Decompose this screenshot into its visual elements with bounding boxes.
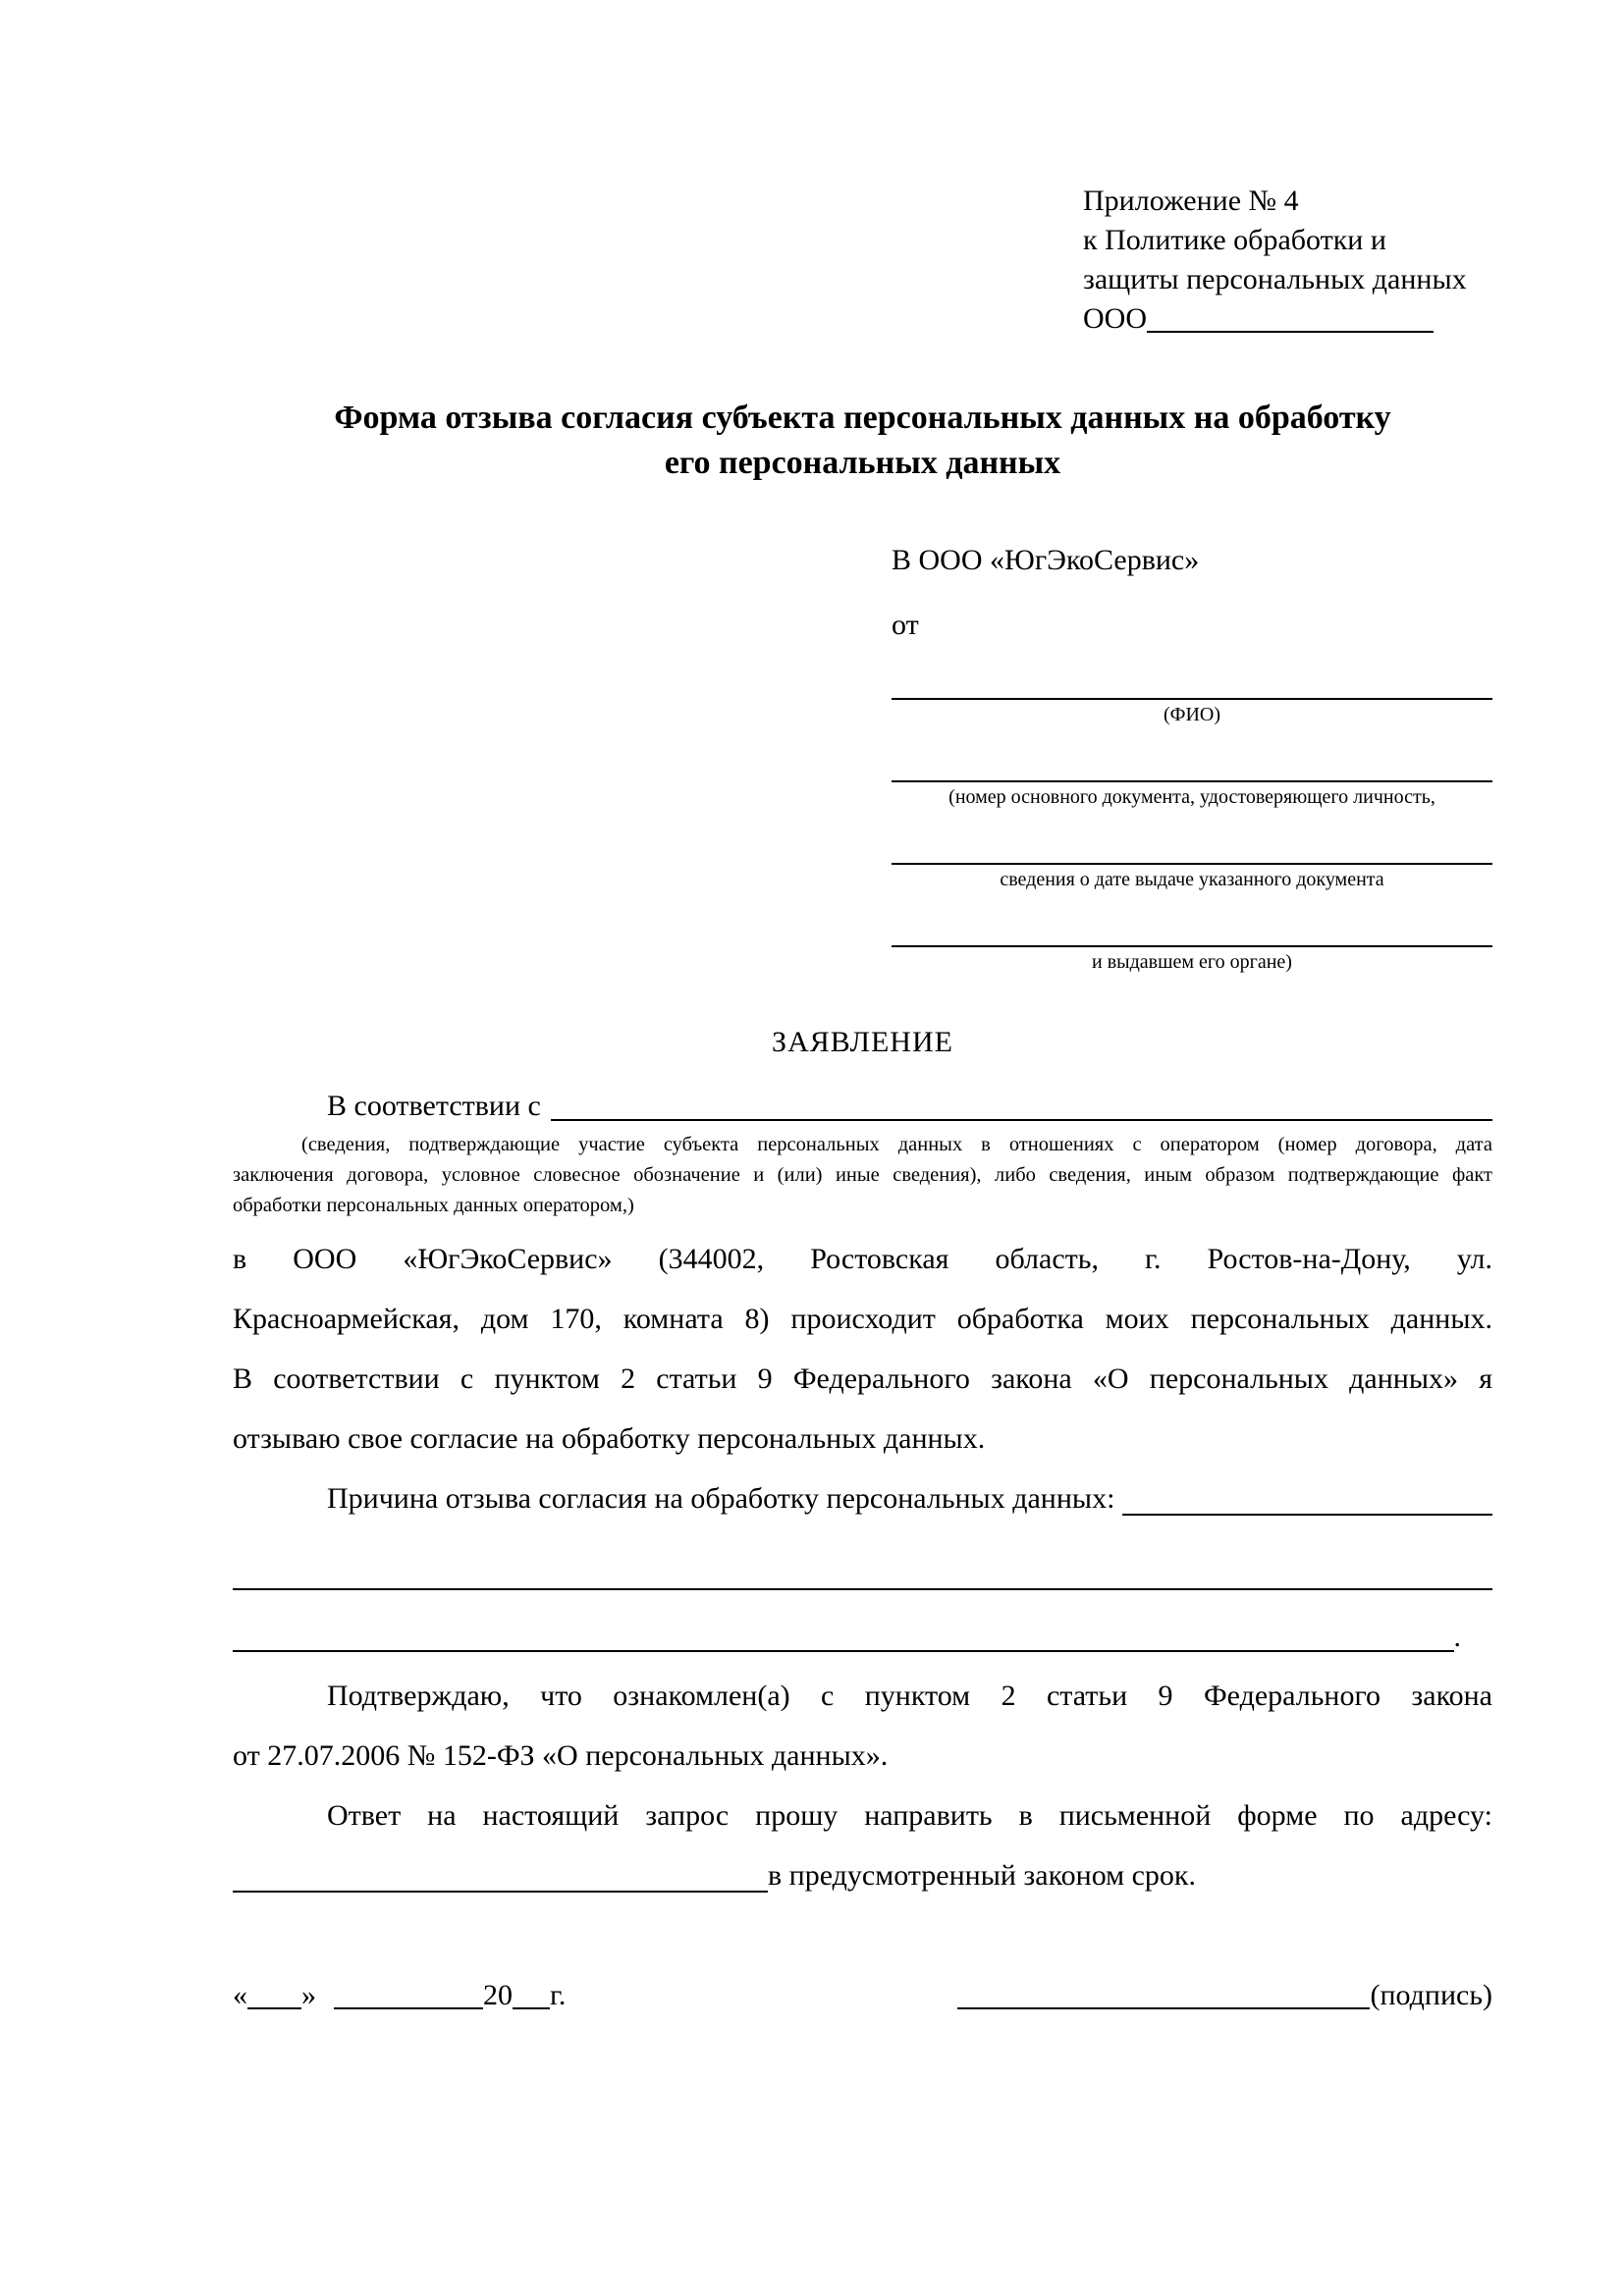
body-line-3: В соответствии с пунктом 2 статьи 9 Федерального закона «О персональных данных» я	[233, 1362, 1492, 1395]
appendix-block	[1083, 182, 1492, 339]
reason-label: Причина отзыва согласия на обработку персональных данных:	[327, 1482, 1115, 1515]
intro-label: В соответствии с	[327, 1090, 541, 1122]
intro-note-line-2: заключения договора, условное словесное обозначение и (или) иные сведения), либо сведения, иным образом подтверждающие факт	[233, 1164, 1492, 1186]
appendix-ooo-blank-line	[1147, 311, 1434, 333]
reply-request-line: Ответ на настоящий запрос прошу направить в письменной форме по адресу:	[327, 1799, 1492, 1832]
date-year-blank	[513, 1988, 550, 2009]
reply-request	[233, 1786, 1492, 1845]
addressee-block	[892, 541, 1492, 975]
appendix-line-2: к Политике обработки и	[1083, 224, 1386, 256]
date-year-suffix: г.	[550, 1979, 567, 2011]
reason-extra-row-2	[233, 1590, 1492, 1652]
fio-blank-line	[892, 661, 1492, 700]
signature-group	[957, 1976, 1492, 2015]
reason-period: .	[1453, 1621, 1461, 1653]
reply-address-blank-line	[233, 1891, 768, 1893]
signature-caption: (подпись)	[1370, 1979, 1492, 2011]
reason-blank-line	[1122, 1514, 1492, 1516]
form-title-line-2: его персональных данных	[664, 445, 1061, 481]
appendix-ooo-row	[1083, 299, 1492, 339]
reason-extra-line-1	[233, 1588, 1492, 1590]
issuing-authority-caption: и выдавшем его органе)	[1092, 951, 1292, 973]
body-line-4: отзываю свое согласие на обработку персональных данных.	[233, 1422, 986, 1455]
issue-date-caption: сведения о дате выдаче указанного документа	[1000, 869, 1384, 890]
intro-note-line-1: (сведения, подтверждающие участие субъекта персональных данных в отношениях с оператором (номер договора, дата	[301, 1134, 1492, 1155]
reason-extra-line-2	[233, 1650, 1454, 1652]
intro-note-line-3: обработки персональных данных оператором,)	[233, 1195, 634, 1216]
appendix-line-3: защиты персональных данных	[1083, 263, 1467, 295]
body-line-1: в ООО «ЮгЭкоСервис» (344002, Ростовская область, г. Ростов-на-Дону, ул.	[233, 1243, 1492, 1275]
date-day-blank	[247, 1988, 301, 2009]
confirm-paragraph	[233, 1666, 1492, 1786]
issue-date-field	[892, 826, 1492, 892]
issuing-authority-field	[892, 908, 1492, 975]
addressee-from-label: от	[892, 609, 919, 641]
date-close-quote: »	[301, 1979, 316, 2011]
date-group	[233, 1976, 566, 2015]
confirm-line-1: Подтверждаю, что ознакомлен(а) с пунктом 2 статьи 9 Федерального закона	[327, 1680, 1492, 1712]
reply-address-row	[233, 1845, 1492, 1905]
statement-heading: ЗАЯВЛЕНИЕ	[772, 1026, 953, 1058]
addressee-to: В ООО «ЮгЭкоСервис»	[892, 544, 1200, 576]
issuing-authority-blank-line	[892, 908, 1492, 947]
intro-note	[233, 1130, 1492, 1221]
form-title	[233, 396, 1492, 486]
confirm-line-2: от 27.07.2006 № 152-ФЗ «О персональных данных».	[233, 1739, 889, 1772]
reply-tail: в предусмотренный законом срок.	[768, 1859, 1196, 1892]
body-paragraph	[233, 1229, 1492, 1468]
reason-row	[233, 1468, 1492, 1528]
doc-number-blank-line	[892, 743, 1492, 782]
appendix-ooo-label: ООО	[1083, 302, 1147, 335]
reason-extra-row-1	[233, 1528, 1492, 1590]
intro-blank-line	[551, 1119, 1492, 1121]
date-year: 20	[483, 1979, 513, 2011]
doc-number-caption: (номер основного документа, удостоверяющего личность,	[948, 786, 1435, 808]
signature-blank-line	[957, 1988, 1370, 2009]
appendix-line-1: Приложение № 4	[1083, 185, 1299, 217]
body-line-2: Красноармейская, дом 170, комната 8) происходит обработка моих персональных данных.	[233, 1303, 1492, 1335]
intro-row	[233, 1085, 1492, 1128]
date-month-blank	[334, 1988, 483, 2009]
date-signature-row	[233, 1976, 1492, 2015]
fio-field	[892, 661, 1492, 727]
date-open-quote: «	[233, 1979, 247, 2011]
doc-number-field	[892, 743, 1492, 810]
page-content	[233, 182, 1492, 2015]
form-title-line-1: Форма отзыва согласия субъекта персональных данных на обработку	[334, 400, 1391, 436]
fio-caption: (ФИО)	[1163, 704, 1220, 725]
issue-date-blank-line	[892, 826, 1492, 865]
